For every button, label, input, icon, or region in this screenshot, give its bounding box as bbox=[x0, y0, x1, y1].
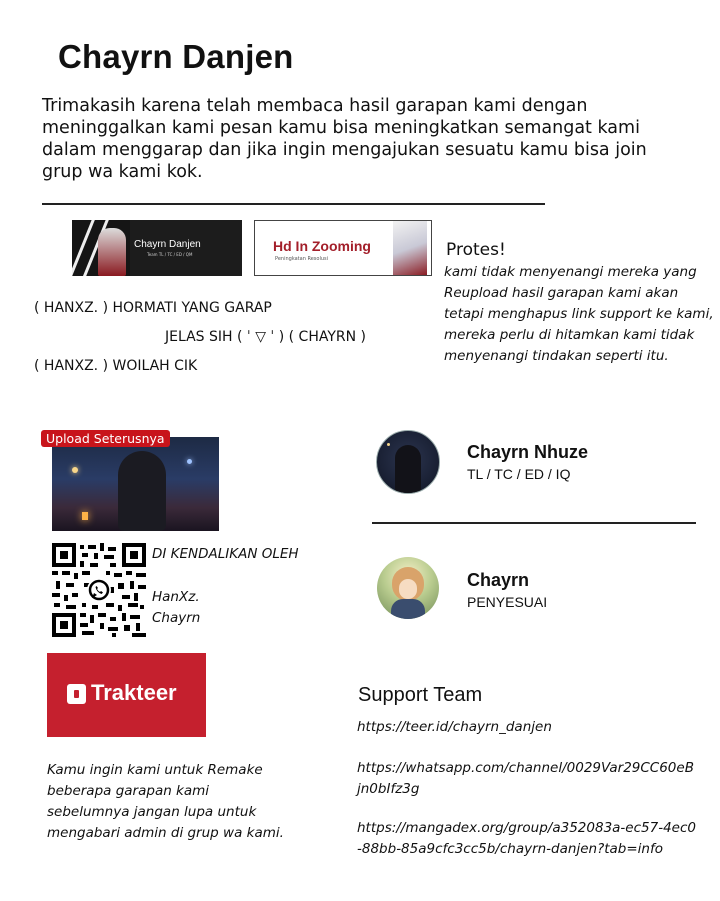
admin-name-1: HanXz. bbox=[152, 589, 200, 605]
banner-title: Chayrn Danjen bbox=[134, 239, 201, 250]
qr-code[interactable] bbox=[52, 543, 146, 637]
banner-subtitle: Team TL / TC / ED / QM bbox=[147, 252, 193, 257]
team-member-role: TL / TC / ED / IQ bbox=[467, 466, 571, 482]
hd-zooming-banner[interactable] bbox=[254, 220, 432, 276]
divider-top bbox=[42, 203, 545, 205]
link-trakteer[interactable]: https://teer.id/chayrn_danjen bbox=[357, 719, 552, 735]
hd-banner-character-image bbox=[393, 221, 427, 275]
intro-paragraph: Trimakasih karena telah membaca hasil garapan kami dengan meninggalkan kami pesan kamu bisa meningkatkan semangat kami dalam menggarap dan jika ingin mengajukan sesuatu kamu bisa join grup wa kami kok. bbox=[42, 96, 647, 182]
hd-banner-subtitle: Peningkatan Resolusi bbox=[275, 256, 329, 262]
trakteer-label: Trakteer bbox=[91, 680, 177, 705]
image-lantern bbox=[82, 512, 88, 520]
image-figure bbox=[118, 451, 166, 531]
protes-heading: Protes! bbox=[446, 240, 506, 260]
dialog-line-2: JELAS SIH ( ˈ ▽ ˈ ) ( CHAYRN ) bbox=[165, 329, 367, 345]
support-heading: Support Team bbox=[358, 684, 483, 706]
team-banner[interactable] bbox=[72, 220, 242, 276]
image-light bbox=[72, 467, 78, 473]
banner-character-image bbox=[98, 228, 126, 276]
avatar-chayrn bbox=[377, 557, 439, 619]
admin-name-2: Chayrn bbox=[152, 610, 201, 626]
team-member-name: Chayrn bbox=[467, 570, 530, 590]
qr-admins bbox=[152, 587, 200, 629]
divider-team bbox=[372, 522, 696, 524]
page-title: Chayrn Danjen bbox=[58, 38, 294, 75]
hd-banner-title: Hd In Zooming bbox=[273, 238, 371, 254]
dialog-line-1: ( HANXZ. ) HORMATI YANG GARAP bbox=[34, 300, 272, 316]
upload-preview-image[interactable] bbox=[52, 437, 219, 531]
team-member-name: Chayrn Nhuze bbox=[467, 442, 589, 462]
qr-label: DI KENDALIKAN OLEH bbox=[152, 546, 299, 562]
upload-badge: Upload Seterusnya bbox=[41, 430, 170, 447]
trakteer-button[interactable] bbox=[47, 653, 206, 737]
remake-note: Kamu ingin kami untuk Remake beberapa garapan kami sebelumnya jangan lupa untuk mengabari admin di grup wa kami. bbox=[47, 762, 284, 841]
cup-icon bbox=[67, 684, 86, 704]
protes-body: kami tidak menyenangi mereka yang Reupload hasil garapan kami akan tetapi menghapus link support ke kami, mereka perlu di hitamkan kami tidak menyenangi tindakan seperti itu. bbox=[444, 264, 714, 364]
avatar-chayrn-nhuze bbox=[376, 430, 440, 494]
link-whatsapp-channel[interactable]: https://whatsapp.com/channel/0029Var29CC60eBjn0bIfz3g bbox=[357, 760, 694, 797]
team-member-role: PENYESUAI bbox=[467, 594, 548, 610]
image-light bbox=[187, 459, 192, 464]
link-mangadex[interactable]: https://mangadex.org/group/a352083a-ec57-4ec0-88bb-85a9cfc3cc5b/chayrn-danjen?tab=info bbox=[357, 820, 696, 857]
dialog-line-3: ( HANXZ. ) WOILAH CIK bbox=[34, 358, 198, 374]
